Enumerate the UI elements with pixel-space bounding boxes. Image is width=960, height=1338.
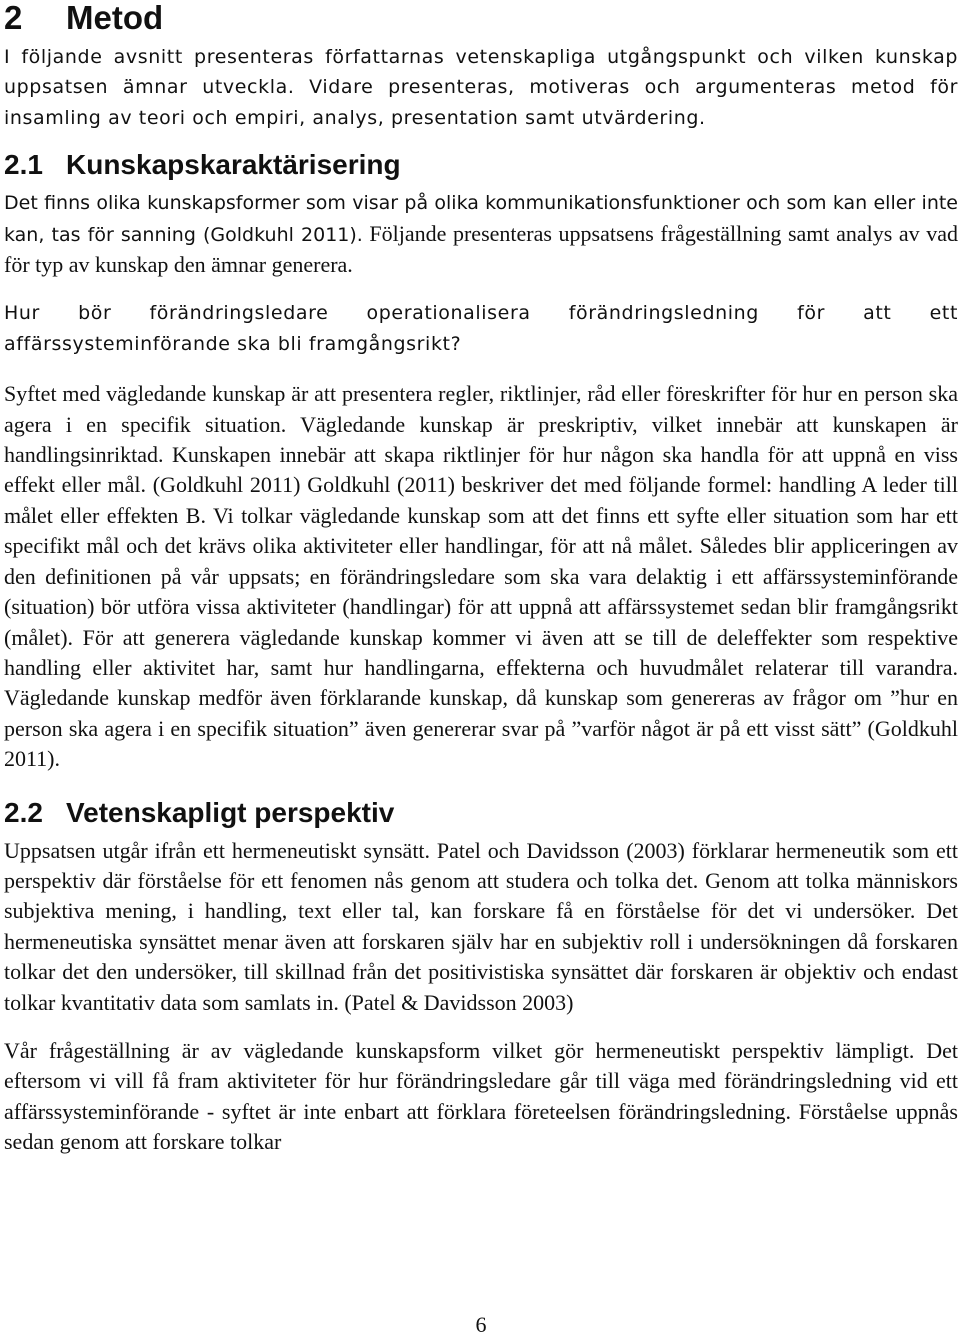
- section-heading-2-1: [4, 149, 958, 185]
- paragraph-knowledge-forms-start: Det finns olika kunskapsformer som visar på olika kommunikationsfunktioner och som kan eller inte kan, tas för sanning (Goldkuhl 2011).: [4, 192, 958, 246]
- section-heading-2: [4, 0, 958, 38]
- paragraph-guiding-knowledge: Syftet med vägledande kunskap är att presentera regler, riktlinjer, råd eller föreskrifter för hur en person ska agera i en specifik situation. Vägledande kunskap är preskriptiv, vilket innebär att kunskapen är handlingsinriktad. Kunskapen innebär att skapa riktlinjer för hur någon ska handla för att uppnå en viss effekt eller mål. (Goldkuhl 2011) Goldkuhl (2011) beskriver det med följande formel: handling A leder till målet eller effekten B. Vi tolkar vägledande kunskap som att det finns ett syfte eller situation som har ett specifikt mål och det krävs olika aktiviteter eller handlingar, för att nå målet. Således blir appliceringen av den definitionen på vår uppsats; en förändringsledare som ska vara delaktig i ett affärssysteminförande (situation) bör utföra vissa aktiviteter (handlingar) för att uppnå att affärssystemet sedan blir framgångsrikt (målet). För att generera vägledande kunskap kommer vi även att se till de deleffekter som respektive handling eller aktivitet har, samt hur handlingarna, effekterna och huvudmålet relaterar till varandra. Vägledande kunskap medför även förklarande kunskap, då kunskap som genereras av frågor om ”hur en person ska agera i en specifik situation” även genererar svar på ”varför något är på ett visst sätt” (Goldkuhl 2011).: [4, 381, 958, 772]
- section-number: 2.2: [4, 796, 43, 828]
- section-number: 2.1: [4, 149, 43, 181]
- section-title: Kunskapskaraktärisering: [66, 149, 401, 181]
- section-number: 2: [4, 0, 23, 36]
- paragraph-hermeneutics: Uppsatsen utgår ifrån ett hermeneutiskt synsätt. Patel och Davidsson (2003) förklarar hermeneutik som ett perspektiv där förståelse för ett fenomen nås genom att studera och tolka det. Genom att tolka människors subjektiva mening, i handling, text eller tal, kan forskare få en förståelse för det vi undersöker. Det hermeneutiska synsättet menar även att forskaren själv har en subjektiv roll i undersökningen då forskaren tolkar det den undersöker, till skillnad från det positivistiska synsättet där forskaren är objektiv och endast tolkar kvantitativ data som samlats in. (Patel & Davidsson 2003): [4, 837, 958, 1015]
- intro-paragraph: I följande avsnitt presenteras författarnas vetenskapliga utgångspunkt och vilken kunskap uppsatsen ämnar utveckla. Vidare presenteras, motiveras och argumenteras metod för insamling av teori och empiri, analys, presentation samt utvärdering.: [4, 46, 958, 129]
- section-title: Metod: [66, 0, 164, 36]
- paragraph-knowledge-forms-end: Följande presenteras uppsatsens frågeställning samt analys av vad för typ av kunskap den ämnar generera.: [4, 220, 958, 278]
- section-title: Vetenskapligt perspektiv: [66, 796, 395, 828]
- document-page: [4, 0, 958, 1338]
- section-heading-2-2: [4, 797, 958, 833]
- paragraph-knowledge-forms: [4, 187, 958, 280]
- page-number: 6: [475, 1312, 487, 1337]
- research-question: Hur bör förändringsledare operationalisera förändringsledning för att ett affärssysteminförande ska bli framgångsrikt?: [4, 302, 958, 355]
- paragraph-perspective-choice: Vår frågeställning är av vägledande kunskapsform vilket gör hermeneutiskt perspektiv lämpligt. Det eftersom vi vill få fram aktiviteter för hur förändringsledare går till väga med förändringsledning vid ett affärssysteminförande - syftet är inte enbart att förklara företeelsen förändringsledning. Förståelse uppnås sedan genom att forskare tolkar: [4, 1037, 958, 1155]
